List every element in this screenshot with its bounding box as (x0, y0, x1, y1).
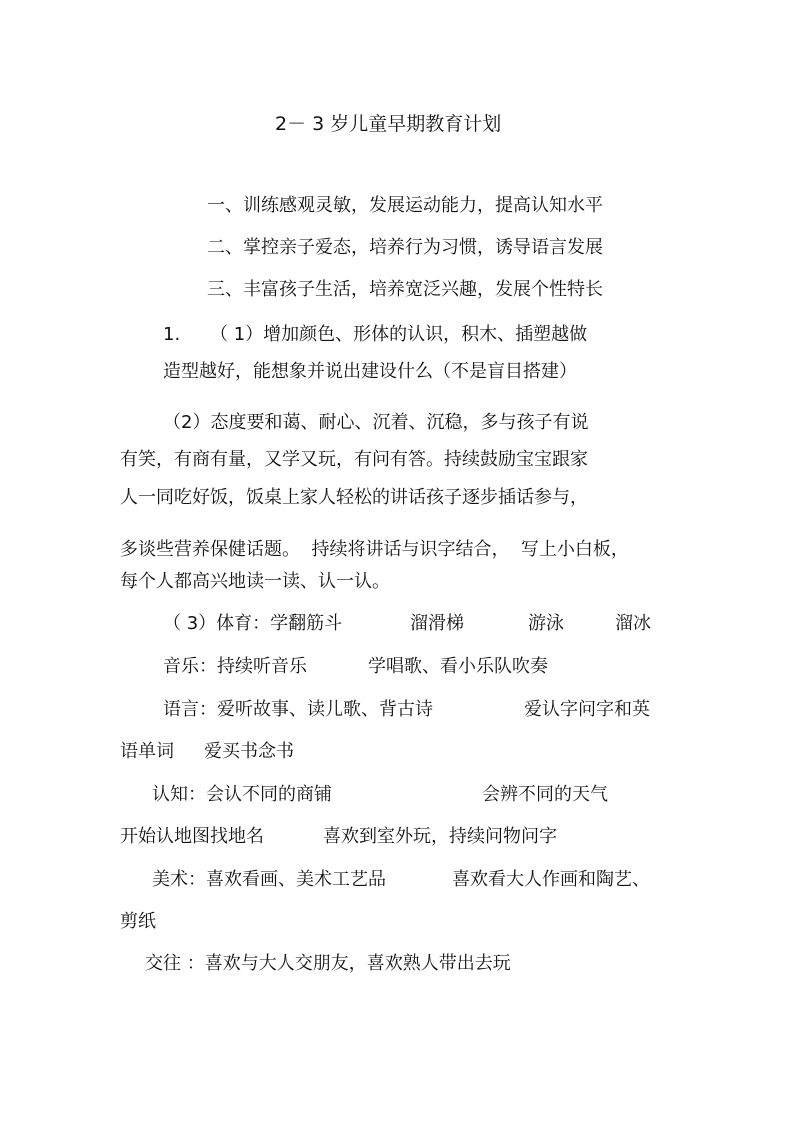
goal-1: 一、训练感观灵敏，发展运动能力，提高认知水平 (207, 195, 603, 216)
language-line-4: 爱买书念书 (204, 741, 294, 762)
art-line-1: 美术：喜欢看画、美术工艺品 (152, 869, 386, 890)
sports-item-swim: 游泳 (528, 613, 564, 634)
art-line-3: 剪纸 (120, 911, 156, 932)
item2-line5: 每个人都高兴地读一读、认一认。 (120, 571, 390, 592)
item2-line3: 人一同吃好饭，饭桌上家人轻松的讲话孩子逐步插话参与， (120, 487, 588, 508)
cognition-line-3: 开始认地图找地名 (120, 826, 264, 847)
social-line-1: 交往 ：喜欢与大人交朋友，喜欢熟人带出去玩 (145, 953, 511, 974)
music-line-1: 音乐：持续听音乐 (163, 656, 307, 677)
art-line-2: 喜欢看大人作画和陶艺、 (452, 869, 650, 890)
language-line-2: 爱认字问字和英 (524, 699, 650, 720)
sports-label: （ 3）体育：学翻筋斗 (163, 613, 343, 634)
language-line-3: 语单词 (120, 741, 174, 762)
goal-2: 二、掌控亲子爱态，培养行为习惯，诱导语言发展 (207, 237, 603, 258)
section-number: 1. (163, 324, 181, 345)
goal-3: 三、丰富孩子生活，培养宽泛兴趣，发展个性特长 (207, 279, 603, 300)
cognition-line-2: 会辨不同的天气 (482, 784, 608, 805)
item2-line1: （2）态度要和蔼、耐心、沉着、沉稳，多与孩子有说 (163, 412, 589, 433)
item1-line1: （ 1）增加颜色、形体的认识，积木、插塑越做 (210, 324, 588, 345)
page-title: 2－ 3 岁儿童早期教育计划 (275, 113, 502, 135)
item1-line2: 造型越好，能想象并说出建设什么（不是盲目搭建） (163, 361, 577, 382)
cognition-line-4: 喜欢到室外玩，持续问物问字 (323, 826, 557, 847)
item2-line4: 多谈些营养保健话题。 持续将讲话与识字结合， 写上小白板， (120, 539, 629, 560)
music-line-2: 学唱歌、看小乐队吹奏 (368, 656, 548, 677)
sports-item-skate: 溜冰 (615, 613, 651, 634)
language-line-1: 语言：爱听故事、读儿歌、背古诗 (163, 699, 433, 720)
cognition-line-1: 认知：会认不同的商铺 (152, 784, 332, 805)
sports-item-slide: 溜滑梯 (410, 613, 464, 634)
item2-line2: 有笑，有商有量，又学又玩，有问有答。持续鼓励宝宝跟家 (120, 449, 588, 470)
